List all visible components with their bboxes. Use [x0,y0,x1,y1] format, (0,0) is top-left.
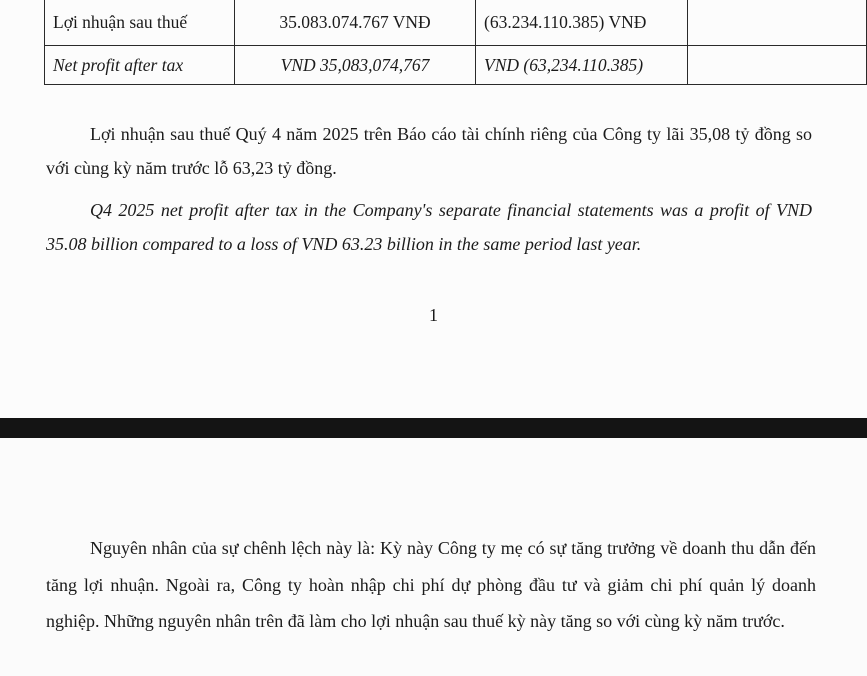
profit-table [44,0,867,85]
page-number: 1 [429,305,438,325]
row-label: Lợi nhuận sau thuế [45,0,235,46]
vi-summary-paragraph: Lợi nhuận sau thuế Quý 4 năm 2025 trên Báo cáo tài chính riêng của Công ty lãi 35,08 tỷ đồng so với cùng kỳ năm trước lỗ 63,23 tỷ đồng. [46,124,812,178]
row-label: Net profit after tax [45,46,235,85]
previous-period-value: VND (63,234.110.385) [476,46,688,85]
table-row [45,46,867,85]
empty-cell [688,0,867,46]
table-row [45,0,867,46]
previous-period-value: (63.234.110.385) VNĐ [476,0,688,46]
empty-cell [688,46,867,85]
page-separator [0,418,867,438]
current-period-value: VND 35,083,074,767 [235,46,476,85]
current-period-value: 35.083.074.767 VNĐ [235,0,476,46]
en-summary-paragraph: Q4 2025 net profit after tax in the Company's separate financial statements was a profit of VND 35.08 billion compared to a loss of VND 63.23 billion in the same period last year. [46,200,812,254]
vi-reason-paragraph: Nguyên nhân của sự chênh lệch này là: Kỳ này Công ty mẹ có sự tăng trưởng về doanh thu dẫn đến tăng lợi nhuận. Ngoài ra, Công ty hoàn nhập chi phí dự phòng đầu tư và giảm chi phí quản lý doanh nghiệp. Những nguyên nhân trên đã làm cho lợi nhuận sau thuế kỳ này tăng so với cùng kỳ năm trước. [46,538,816,631]
